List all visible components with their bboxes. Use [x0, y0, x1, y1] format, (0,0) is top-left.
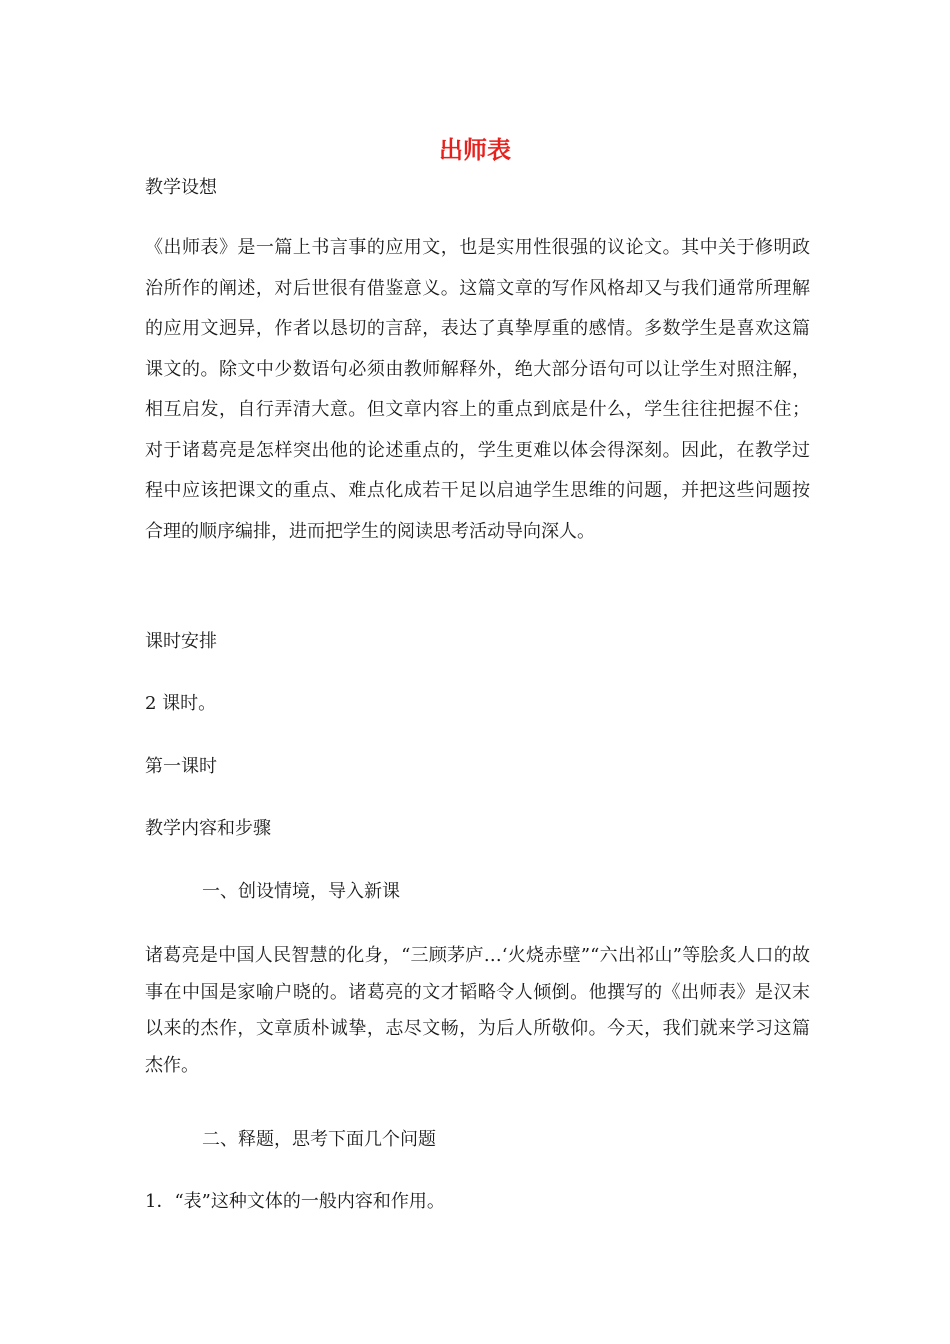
step-two-heading: 二、释题，思考下面几个问题 [202, 1129, 436, 1150]
schedule-value: 2 课时。 [145, 693, 217, 714]
design-paragraph: 《出师表》是一篇上书言事的应用文，也是实用性很强的议论文。其中关于修明政治所作的阐述，对后世很有借鉴意义。这篇文章的写作风格却又与我们通常所理解的应用文迥异，作者以恳切的言辞，表达了真挚厚重的感情。多数学生是喜欢这篇课文的。除文中少数语句必须由教师解释外，绝大部分语句可以让学生对照注解，相互启发，自行弄清大意。但文章内容上的重点到底是什么，学生往往把握不住；对于诸葛亮是怎样突出他的论述重点的，学生更难以体会得深刻。因此，在教学过程中应该把课文的重点、难点化成若干足以启迪学生思维的问题，并把这些问题按合理的顺序编排，进而把学生的阅读思考活动导向深人。 [145, 237, 810, 542]
intro-paragraph: 诸葛亮是中国人民智慧的化身，“三顾茅庐…‘火烧赤壁”“六出祁山”等脍炙人口的故事在中国是家喻户晓的。诸葛亮的文才韬略令人倾倒。他撰写的《出师表》是汉末以来的杰作，文章质朴诚挚，志尽文畅，为后人所敬仰。今天，我们就来学习这篇杰作。 [145, 945, 810, 1076]
step-one-heading: 一、创设情境，导入新课 [202, 881, 400, 902]
question-one: 1．“表”这种文体的一般内容和作用。 [145, 1191, 445, 1212]
lesson-one-heading: 第一课时 [145, 756, 217, 777]
design-heading: 教学设想 [145, 177, 217, 198]
schedule-heading: 课时安排 [145, 631, 217, 652]
content-heading: 教学内容和步骤 [145, 818, 271, 839]
document-title: 出师表 [439, 136, 511, 164]
